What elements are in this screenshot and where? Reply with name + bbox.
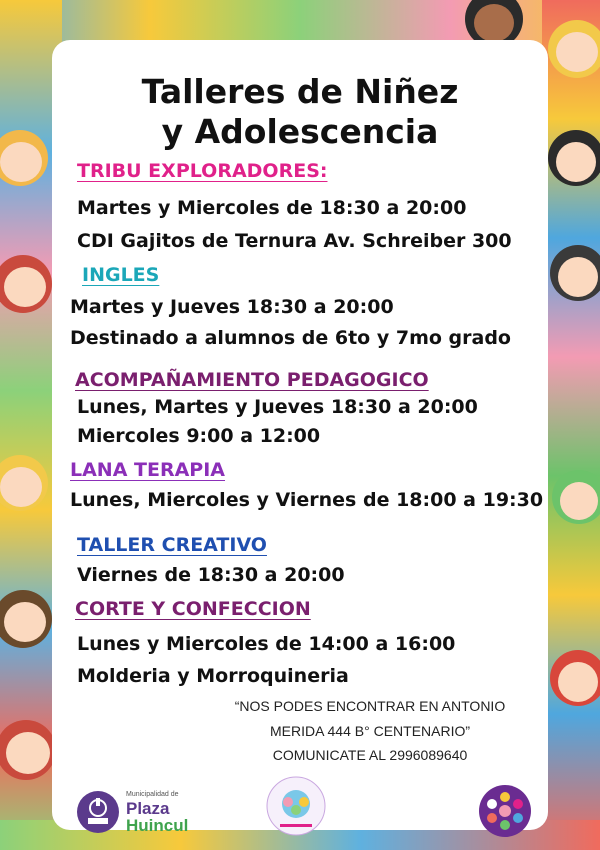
section-heading-acompanamiento: ACOMPAÑAMIENTO PEDAGOGICO [75, 369, 429, 391]
section-heading-corte-confeccion: CORTE Y CONFECCION [75, 598, 311, 620]
children-circle-logo-icon [266, 776, 326, 836]
section-heading-ingles: INGLES [82, 264, 160, 286]
section-line: Viernes de 18:30 a 20:00 [77, 564, 345, 586]
section-line: Lunes y Miercoles de 14:00 a 16:00 [77, 633, 456, 655]
section-line: Martes y Miercoles de 18:30 a 20:00 [77, 197, 467, 219]
contact-address-line1: “NOS PODES ENCONTRAR EN ANTONIO [234, 698, 506, 714]
municipality-name-2: Huincul [126, 816, 189, 835]
section-line: Miercoles 9:00 a 12:00 [77, 425, 321, 447]
section-heading-taller-creativo: TALLER CREATIVO [77, 534, 267, 556]
section-line: Martes y Jueves 18:30 a 20:00 [70, 296, 394, 318]
section-line: Molderia y Morroquineria [77, 665, 349, 687]
municipality-small-label: Municipalidad de [126, 791, 179, 798]
hands-circle-logo-icon [478, 784, 532, 838]
section-line: CDI Gajitos de Ternura Av. Schreiber 300 [77, 230, 512, 252]
section-line: Destinado a alumnos de 6to y 7mo grado [70, 327, 511, 349]
page-title-line2: y Adolescencia [161, 112, 439, 151]
municipality-emblem-icon [76, 790, 120, 834]
section-heading-tribu: TRIBU EXPLORADORES: [77, 160, 328, 182]
contact-address-line2: MERIDA 444 B° CENTENARIO” [269, 723, 471, 739]
contact-phone: COMUNICATE AL 2996089640 [272, 747, 468, 763]
municipality-logo [76, 788, 226, 836]
section-line: Lunes, Martes y Jueves 18:30 a 20:00 [77, 396, 478, 418]
municipality-name-1: Plaza [126, 799, 170, 818]
section-line: Lunes, Miercoles y Viernes de 18:00 a 19:30 [70, 489, 544, 511]
section-heading-lana-terapia: LANA TERAPIA [70, 459, 226, 481]
page-title-line1: Talleres de Niñez [141, 72, 459, 111]
